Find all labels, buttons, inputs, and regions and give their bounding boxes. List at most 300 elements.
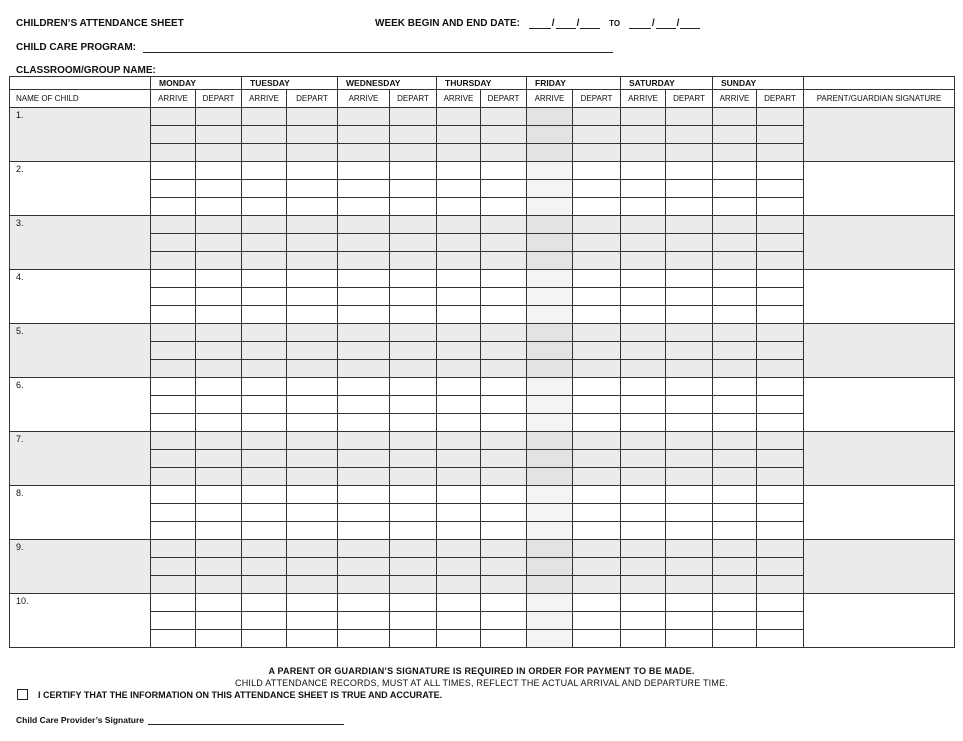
parent-signature-cell[interactable] [804, 162, 955, 216]
time-cell[interactable] [666, 558, 713, 576]
time-cell[interactable] [481, 630, 527, 648]
time-cell[interactable] [151, 378, 196, 396]
time-cell[interactable] [666, 144, 713, 162]
time-cell[interactable] [338, 360, 390, 378]
time-cell[interactable] [527, 540, 573, 558]
time-cell[interactable] [757, 468, 804, 486]
time-cell[interactable] [338, 504, 390, 522]
time-cell[interactable] [242, 522, 287, 540]
time-cell[interactable] [437, 144, 481, 162]
time-cell[interactable] [437, 504, 481, 522]
time-cell[interactable] [527, 306, 573, 324]
time-cell[interactable] [242, 468, 287, 486]
time-cell[interactable] [338, 522, 390, 540]
time-cell[interactable] [713, 324, 757, 342]
time-cell[interactable] [196, 270, 242, 288]
child-name-cell[interactable]: 8. [10, 486, 151, 540]
time-cell[interactable] [527, 576, 573, 594]
time-cell[interactable] [390, 144, 437, 162]
time-cell[interactable] [242, 180, 287, 198]
time-cell[interactable] [196, 324, 242, 342]
time-cell[interactable] [338, 468, 390, 486]
time-cell[interactable] [621, 108, 666, 126]
time-cell[interactable] [287, 504, 338, 522]
time-cell[interactable] [242, 288, 287, 306]
time-cell[interactable] [621, 486, 666, 504]
time-cell[interactable] [338, 630, 390, 648]
time-cell[interactable] [287, 108, 338, 126]
time-cell[interactable] [621, 576, 666, 594]
time-cell[interactable] [151, 360, 196, 378]
time-cell[interactable] [713, 144, 757, 162]
time-cell[interactable] [481, 468, 527, 486]
time-cell[interactable] [242, 252, 287, 270]
time-cell[interactable] [242, 540, 287, 558]
time-cell[interactable] [573, 324, 621, 342]
time-cell[interactable] [390, 180, 437, 198]
child-name-cell[interactable]: 5. [10, 324, 151, 378]
time-cell[interactable] [481, 288, 527, 306]
time-cell[interactable] [527, 486, 573, 504]
time-cell[interactable] [621, 540, 666, 558]
time-cell[interactable] [338, 234, 390, 252]
time-cell[interactable] [481, 612, 527, 630]
time-cell[interactable] [757, 144, 804, 162]
time-cell[interactable] [573, 288, 621, 306]
parent-signature-cell[interactable] [804, 108, 955, 162]
child-name-cell[interactable]: 3. [10, 216, 151, 270]
time-cell[interactable] [390, 234, 437, 252]
time-cell[interactable] [437, 162, 481, 180]
time-cell[interactable] [287, 360, 338, 378]
time-cell[interactable] [527, 126, 573, 144]
time-cell[interactable] [287, 450, 338, 468]
time-cell[interactable] [437, 198, 481, 216]
time-cell[interactable] [242, 270, 287, 288]
time-cell[interactable] [287, 594, 338, 612]
time-cell[interactable] [338, 144, 390, 162]
time-cell[interactable] [151, 594, 196, 612]
time-cell[interactable] [287, 396, 338, 414]
time-cell[interactable] [573, 162, 621, 180]
time-cell[interactable] [390, 396, 437, 414]
time-cell[interactable] [390, 126, 437, 144]
time-cell[interactable] [666, 594, 713, 612]
time-cell[interactable] [527, 594, 573, 612]
time-cell[interactable] [196, 198, 242, 216]
time-cell[interactable] [666, 450, 713, 468]
time-cell[interactable] [757, 576, 804, 594]
time-cell[interactable] [287, 234, 338, 252]
time-cell[interactable] [757, 432, 804, 450]
time-cell[interactable] [527, 432, 573, 450]
time-cell[interactable] [390, 360, 437, 378]
time-cell[interactable] [573, 180, 621, 198]
time-cell[interactable] [757, 540, 804, 558]
time-cell[interactable] [437, 450, 481, 468]
time-cell[interactable] [242, 486, 287, 504]
time-cell[interactable] [242, 162, 287, 180]
time-cell[interactable] [196, 522, 242, 540]
time-cell[interactable] [338, 162, 390, 180]
time-cell[interactable] [666, 396, 713, 414]
time-cell[interactable] [481, 576, 527, 594]
time-cell[interactable] [713, 486, 757, 504]
time-cell[interactable] [242, 594, 287, 612]
time-cell[interactable] [757, 324, 804, 342]
time-cell[interactable] [481, 414, 527, 432]
time-cell[interactable] [666, 522, 713, 540]
time-cell[interactable] [481, 450, 527, 468]
time-cell[interactable] [338, 324, 390, 342]
time-cell[interactable] [481, 486, 527, 504]
time-cell[interactable] [573, 342, 621, 360]
time-cell[interactable] [666, 486, 713, 504]
time-cell[interactable] [287, 162, 338, 180]
time-cell[interactable] [573, 468, 621, 486]
time-cell[interactable] [196, 594, 242, 612]
time-cell[interactable] [666, 630, 713, 648]
time-cell[interactable] [242, 630, 287, 648]
time-cell[interactable] [481, 522, 527, 540]
time-cell[interactable] [713, 522, 757, 540]
time-cell[interactable] [757, 288, 804, 306]
time-cell[interactable] [390, 162, 437, 180]
time-cell[interactable] [527, 216, 573, 234]
time-cell[interactable] [713, 414, 757, 432]
time-cell[interactable] [242, 324, 287, 342]
time-cell[interactable] [437, 558, 481, 576]
time-cell[interactable] [338, 126, 390, 144]
time-cell[interactable] [757, 234, 804, 252]
time-cell[interactable] [196, 126, 242, 144]
time-cell[interactable] [713, 162, 757, 180]
time-cell[interactable] [437, 306, 481, 324]
time-cell[interactable] [713, 180, 757, 198]
time-cell[interactable] [621, 288, 666, 306]
time-cell[interactable] [481, 594, 527, 612]
time-cell[interactable] [196, 450, 242, 468]
time-cell[interactable] [573, 108, 621, 126]
time-cell[interactable] [151, 414, 196, 432]
parent-signature-cell[interactable] [804, 270, 955, 324]
time-cell[interactable] [481, 306, 527, 324]
time-cell[interactable] [287, 216, 338, 234]
time-cell[interactable] [151, 306, 196, 324]
time-cell[interactable] [527, 342, 573, 360]
time-cell[interactable] [621, 234, 666, 252]
time-cell[interactable] [666, 540, 713, 558]
time-cell[interactable] [527, 108, 573, 126]
time-cell[interactable] [390, 252, 437, 270]
parent-signature-cell[interactable] [804, 486, 955, 540]
provider-signature-field[interactable] [148, 716, 344, 725]
time-cell[interactable] [481, 558, 527, 576]
time-cell[interactable] [151, 486, 196, 504]
time-cell[interactable] [287, 414, 338, 432]
time-cell[interactable] [390, 612, 437, 630]
time-cell[interactable] [527, 522, 573, 540]
time-cell[interactable] [196, 396, 242, 414]
time-cell[interactable] [338, 558, 390, 576]
time-cell[interactable] [338, 576, 390, 594]
time-cell[interactable] [666, 342, 713, 360]
time-cell[interactable] [757, 126, 804, 144]
time-cell[interactable] [621, 432, 666, 450]
time-cell[interactable] [287, 540, 338, 558]
time-cell[interactable] [437, 612, 481, 630]
time-cell[interactable] [390, 540, 437, 558]
time-cell[interactable] [713, 216, 757, 234]
time-cell[interactable] [713, 252, 757, 270]
time-cell[interactable] [390, 378, 437, 396]
time-cell[interactable] [481, 216, 527, 234]
time-cell[interactable] [757, 450, 804, 468]
time-cell[interactable] [338, 342, 390, 360]
parent-signature-cell[interactable] [804, 324, 955, 378]
time-cell[interactable] [621, 198, 666, 216]
time-cell[interactable] [242, 306, 287, 324]
parent-signature-cell[interactable] [804, 540, 955, 594]
time-cell[interactable] [437, 288, 481, 306]
time-cell[interactable] [481, 270, 527, 288]
time-cell[interactable] [621, 594, 666, 612]
time-cell[interactable] [196, 576, 242, 594]
time-cell[interactable] [713, 378, 757, 396]
time-cell[interactable] [713, 540, 757, 558]
time-cell[interactable] [151, 216, 196, 234]
time-cell[interactable] [437, 396, 481, 414]
time-cell[interactable] [437, 432, 481, 450]
time-cell[interactable] [757, 594, 804, 612]
time-cell[interactable] [666, 432, 713, 450]
time-cell[interactable] [242, 342, 287, 360]
time-cell[interactable] [713, 432, 757, 450]
time-cell[interactable] [338, 270, 390, 288]
time-cell[interactable] [287, 198, 338, 216]
time-cell[interactable] [666, 504, 713, 522]
time-cell[interactable] [757, 504, 804, 522]
time-cell[interactable] [151, 504, 196, 522]
time-cell[interactable] [196, 612, 242, 630]
time-cell[interactable] [151, 630, 196, 648]
time-cell[interactable] [527, 288, 573, 306]
time-cell[interactable] [713, 198, 757, 216]
time-cell[interactable] [287, 612, 338, 630]
time-cell[interactable] [151, 108, 196, 126]
time-cell[interactable] [757, 522, 804, 540]
time-cell[interactable] [713, 630, 757, 648]
time-cell[interactable] [390, 558, 437, 576]
time-cell[interactable] [196, 360, 242, 378]
time-cell[interactable] [573, 504, 621, 522]
time-cell[interactable] [287, 558, 338, 576]
time-cell[interactable] [527, 324, 573, 342]
time-cell[interactable] [242, 198, 287, 216]
time-cell[interactable] [242, 216, 287, 234]
time-cell[interactable] [481, 504, 527, 522]
time-cell[interactable] [757, 180, 804, 198]
time-cell[interactable] [757, 360, 804, 378]
time-cell[interactable] [338, 396, 390, 414]
time-cell[interactable] [757, 342, 804, 360]
time-cell[interactable] [481, 540, 527, 558]
week-begin-day-field[interactable] [556, 19, 576, 29]
time-cell[interactable] [527, 630, 573, 648]
time-cell[interactable] [338, 180, 390, 198]
time-cell[interactable] [666, 270, 713, 288]
time-cell[interactable] [242, 144, 287, 162]
time-cell[interactable] [338, 306, 390, 324]
time-cell[interactable] [527, 198, 573, 216]
time-cell[interactable] [713, 504, 757, 522]
time-cell[interactable] [713, 108, 757, 126]
time-cell[interactable] [242, 612, 287, 630]
parent-signature-cell[interactable] [804, 432, 955, 486]
time-cell[interactable] [437, 180, 481, 198]
time-cell[interactable] [621, 468, 666, 486]
time-cell[interactable] [757, 306, 804, 324]
time-cell[interactable] [621, 162, 666, 180]
time-cell[interactable] [196, 630, 242, 648]
time-cell[interactable] [390, 270, 437, 288]
certify-checkbox[interactable] [17, 689, 28, 700]
time-cell[interactable] [196, 504, 242, 522]
time-cell[interactable] [481, 180, 527, 198]
time-cell[interactable] [527, 414, 573, 432]
time-cell[interactable] [338, 288, 390, 306]
time-cell[interactable] [621, 630, 666, 648]
time-cell[interactable] [666, 234, 713, 252]
time-cell[interactable] [527, 468, 573, 486]
time-cell[interactable] [437, 594, 481, 612]
time-cell[interactable] [196, 378, 242, 396]
time-cell[interactable] [621, 450, 666, 468]
time-cell[interactable] [242, 450, 287, 468]
time-cell[interactable] [242, 360, 287, 378]
time-cell[interactable] [757, 216, 804, 234]
time-cell[interactable] [713, 342, 757, 360]
time-cell[interactable] [242, 414, 287, 432]
time-cell[interactable] [437, 360, 481, 378]
time-cell[interactable] [573, 414, 621, 432]
time-cell[interactable] [757, 252, 804, 270]
time-cell[interactable] [151, 576, 196, 594]
time-cell[interactable] [390, 432, 437, 450]
time-cell[interactable] [713, 270, 757, 288]
time-cell[interactable] [713, 468, 757, 486]
time-cell[interactable] [287, 468, 338, 486]
time-cell[interactable] [151, 558, 196, 576]
time-cell[interactable] [666, 126, 713, 144]
time-cell[interactable] [151, 126, 196, 144]
time-cell[interactable] [287, 432, 338, 450]
week-begin-month-field[interactable] [529, 19, 551, 29]
parent-signature-cell[interactable] [804, 378, 955, 432]
time-cell[interactable] [437, 486, 481, 504]
time-cell[interactable] [527, 252, 573, 270]
time-cell[interactable] [527, 450, 573, 468]
time-cell[interactable] [151, 468, 196, 486]
time-cell[interactable] [573, 522, 621, 540]
time-cell[interactable] [481, 234, 527, 252]
time-cell[interactable] [151, 180, 196, 198]
time-cell[interactable] [151, 252, 196, 270]
time-cell[interactable] [757, 198, 804, 216]
time-cell[interactable] [527, 612, 573, 630]
time-cell[interactable] [713, 450, 757, 468]
time-cell[interactable] [338, 252, 390, 270]
time-cell[interactable] [573, 252, 621, 270]
time-cell[interactable] [151, 342, 196, 360]
time-cell[interactable] [527, 180, 573, 198]
time-cell[interactable] [481, 432, 527, 450]
time-cell[interactable] [481, 396, 527, 414]
time-cell[interactable] [196, 306, 242, 324]
time-cell[interactable] [713, 360, 757, 378]
time-cell[interactable] [621, 522, 666, 540]
time-cell[interactable] [242, 234, 287, 252]
time-cell[interactable] [666, 360, 713, 378]
time-cell[interactable] [757, 378, 804, 396]
time-cell[interactable] [713, 396, 757, 414]
time-cell[interactable] [338, 486, 390, 504]
time-cell[interactable] [242, 576, 287, 594]
time-cell[interactable] [390, 450, 437, 468]
time-cell[interactable] [242, 108, 287, 126]
time-cell[interactable] [390, 576, 437, 594]
time-cell[interactable] [338, 378, 390, 396]
time-cell[interactable] [287, 486, 338, 504]
time-cell[interactable] [573, 576, 621, 594]
time-cell[interactable] [287, 342, 338, 360]
time-cell[interactable] [621, 252, 666, 270]
time-cell[interactable] [666, 198, 713, 216]
time-cell[interactable] [666, 612, 713, 630]
week-end-year-field[interactable] [680, 19, 700, 29]
time-cell[interactable] [151, 432, 196, 450]
time-cell[interactable] [527, 378, 573, 396]
time-cell[interactable] [437, 270, 481, 288]
time-cell[interactable] [573, 540, 621, 558]
time-cell[interactable] [242, 432, 287, 450]
time-cell[interactable] [338, 450, 390, 468]
time-cell[interactable] [196, 540, 242, 558]
time-cell[interactable] [666, 180, 713, 198]
time-cell[interactable] [287, 180, 338, 198]
time-cell[interactable] [621, 270, 666, 288]
time-cell[interactable] [338, 594, 390, 612]
time-cell[interactable] [573, 432, 621, 450]
time-cell[interactable] [287, 378, 338, 396]
time-cell[interactable] [481, 108, 527, 126]
time-cell[interactable] [151, 396, 196, 414]
time-cell[interactable] [390, 504, 437, 522]
time-cell[interactable] [437, 630, 481, 648]
time-cell[interactable] [196, 432, 242, 450]
time-cell[interactable] [287, 288, 338, 306]
time-cell[interactable] [437, 576, 481, 594]
time-cell[interactable] [287, 144, 338, 162]
time-cell[interactable] [151, 522, 196, 540]
week-end-month-field[interactable] [629, 19, 651, 29]
time-cell[interactable] [151, 270, 196, 288]
child-name-cell[interactable]: 4. [10, 270, 151, 324]
time-cell[interactable] [481, 342, 527, 360]
time-cell[interactable] [757, 414, 804, 432]
time-cell[interactable] [481, 144, 527, 162]
time-cell[interactable] [713, 306, 757, 324]
